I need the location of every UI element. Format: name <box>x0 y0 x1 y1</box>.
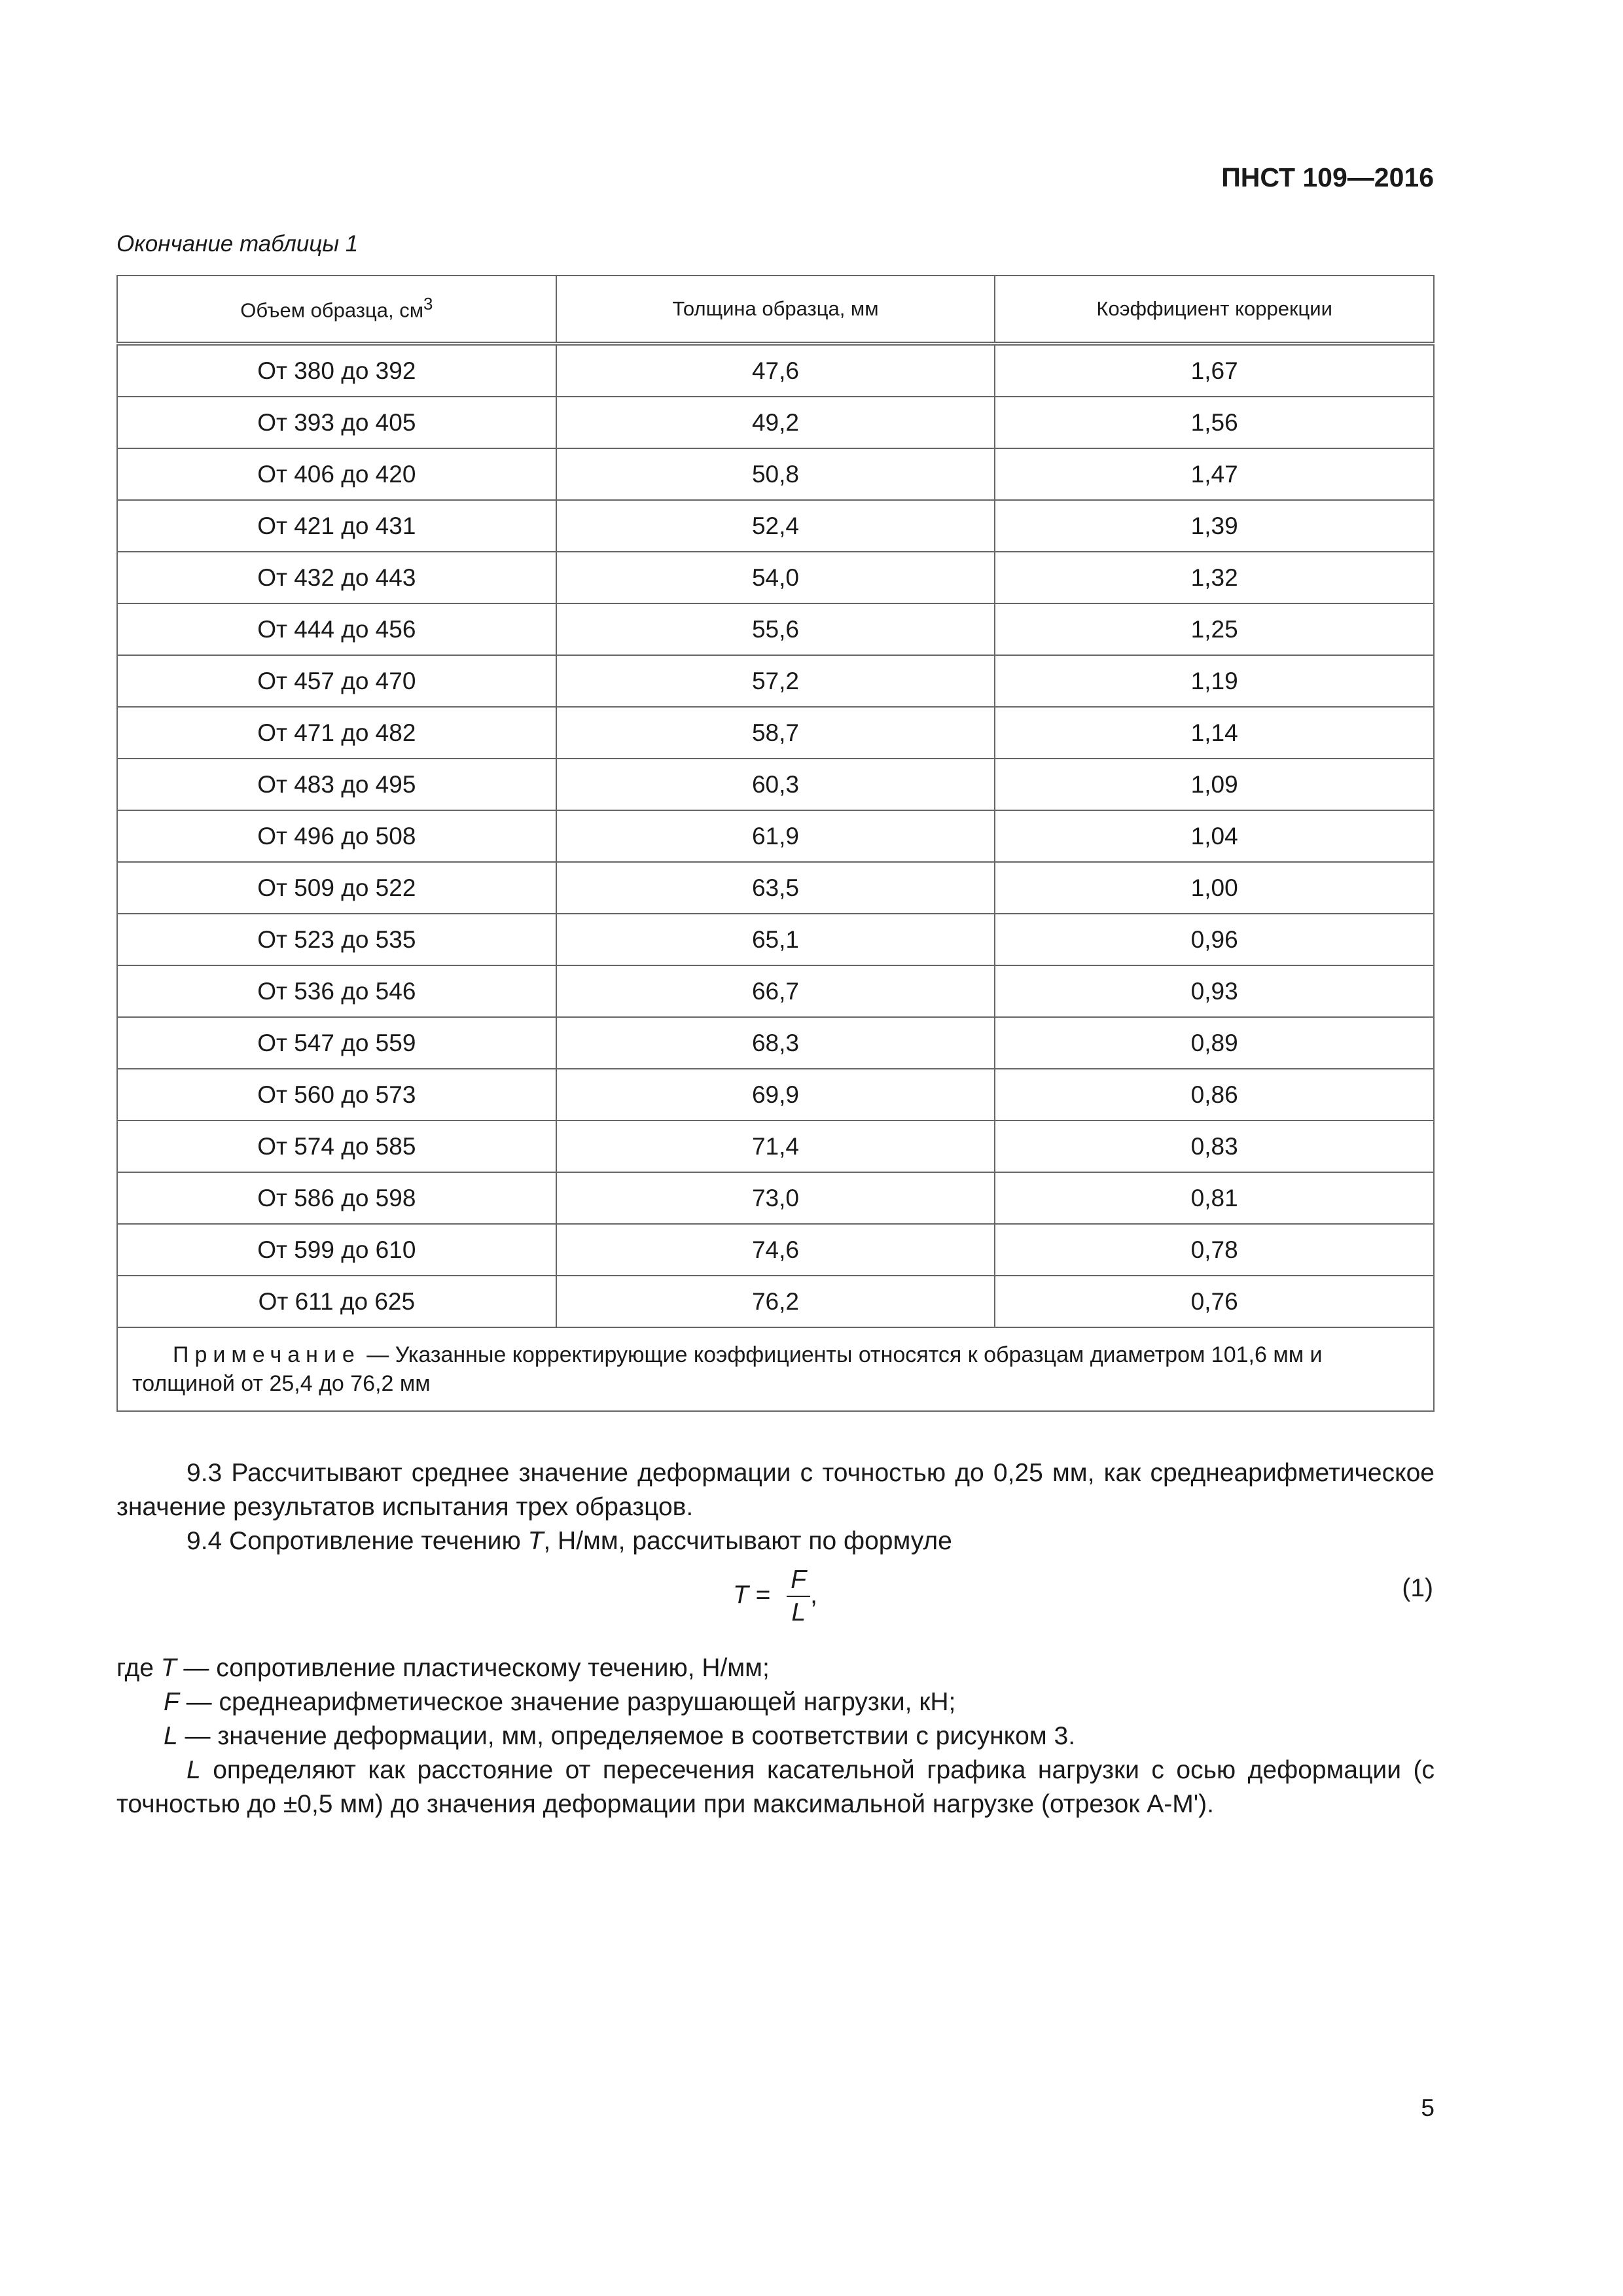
paragraph-9-4: 9.4 Сопротивление течению T, Н/мм, рассчитывают по формуле <box>187 1527 952 1555</box>
table-row <box>117 500 1434 552</box>
document-code: ПНСТ 109—2016 <box>1221 162 1434 192</box>
table-row <box>117 914 1434 965</box>
cell-coefficient: 0,83 <box>995 1121 1434 1172</box>
cell-coefficient: 1,14 <box>995 707 1434 759</box>
data-table <box>116 275 1435 1412</box>
cell-coefficient: 0,76 <box>995 1276 1434 1327</box>
table-row <box>117 862 1434 914</box>
cell-thickness: 74,6 <box>556 1224 995 1276</box>
cell-coefficient: 0,78 <box>995 1224 1434 1276</box>
cell-volume: От 444 до 456 <box>117 603 556 655</box>
cell-coefficient: 1,67 <box>995 344 1434 397</box>
cell-volume: От 599 до 610 <box>117 1224 556 1276</box>
cell-volume: От 483 до 495 <box>117 759 556 810</box>
cell-coefficient: 0,81 <box>995 1172 1434 1224</box>
table-caption: Окончание таблицы 1 <box>116 231 359 257</box>
cell-coefficient: 0,89 <box>995 1017 1434 1069</box>
cell-volume: От 586 до 598 <box>117 1172 556 1224</box>
cell-thickness: 69,9 <box>556 1069 995 1121</box>
cell-coefficient: 0,86 <box>995 1069 1434 1121</box>
column-header-volume: Объем образца, $см^3$ <box>117 276 556 344</box>
table-row <box>117 448 1434 500</box>
table-row <box>117 1121 1434 1172</box>
cell-volume: От 523 до 535 <box>117 914 556 965</box>
table-row <box>117 655 1434 707</box>
cell-thickness: 60,3 <box>556 759 995 810</box>
table-row <box>117 1276 1434 1327</box>
cell-coefficient: 1,39 <box>995 500 1434 552</box>
cell-coefficient: 1,09 <box>995 759 1434 810</box>
table-header-row <box>117 276 1434 344</box>
cell-thickness: 66,7 <box>556 965 995 1017</box>
table-row <box>117 707 1434 759</box>
cell-volume: От 380 до 392 <box>117 344 556 397</box>
note-label: Примечание <box>173 1342 361 1367</box>
column-header-thickness: Толщина образца, мм <box>556 276 995 344</box>
table-row <box>117 810 1434 862</box>
cell-coefficient: 1,00 <box>995 862 1434 914</box>
page-number: 5 <box>1421 2094 1435 2121</box>
formula: T = $\frac{F}{L}$ , <box>733 1564 817 1628</box>
column-header-coefficient: Коэффициент коррекции <box>995 276 1434 344</box>
cell-thickness: 47,6 <box>556 344 995 397</box>
cell-volume: От 406 до 420 <box>117 448 556 500</box>
formula-number: (1) <box>1402 1574 1433 1602</box>
table-row <box>117 759 1434 810</box>
cell-volume: От 574 до 585 <box>117 1121 556 1172</box>
cell-volume: От 547 до 559 <box>117 1017 556 1069</box>
cell-volume: От 611 до 625 <box>117 1276 556 1327</box>
cell-thickness: 63,5 <box>556 862 995 914</box>
cell-coefficient: 0,93 <box>995 965 1434 1017</box>
cell-thickness: 49,2 <box>556 397 995 448</box>
cell-volume: От 421 до 431 <box>117 500 556 552</box>
cell-volume: От 560 до 573 <box>117 1069 556 1121</box>
cell-coefficient: 1,56 <box>995 397 1434 448</box>
cell-coefficient: 1,25 <box>995 603 1434 655</box>
cell-thickness: 54,0 <box>556 552 995 603</box>
cell-thickness: 68,3 <box>556 1017 995 1069</box>
cell-volume: От 393 до 405 <box>117 397 556 448</box>
cell-coefficient: 0,96 <box>995 914 1434 965</box>
paragraph-9-3: 9.3 Рассчитывают среднее значение деформации с точностью до 0,25 мм, как среднеарифметическое значение результатов испытания трех образцов. <box>116 1459 1435 1521</box>
cell-thickness: 71,4 <box>556 1121 995 1172</box>
table-row <box>117 965 1434 1017</box>
table-row <box>117 1172 1434 1224</box>
cell-volume: От 457 до 470 <box>117 655 556 707</box>
cell-thickness: 73,0 <box>556 1172 995 1224</box>
table-row <box>117 1069 1434 1121</box>
cell-thickness: 57,2 <box>556 655 995 707</box>
table-row <box>117 552 1434 603</box>
table-row <box>117 1017 1434 1069</box>
table-row <box>117 397 1434 448</box>
definition-L: L — значение деформации, мм, определяемое в соответствии с рисунком 3. <box>164 1722 1076 1750</box>
cell-volume: От 536 до 546 <box>117 965 556 1017</box>
table-row <box>117 1224 1434 1276</box>
cell-coefficient: 1,04 <box>995 810 1434 862</box>
cell-volume: От 432 до 443 <box>117 552 556 603</box>
cell-thickness: 52,4 <box>556 500 995 552</box>
definition-T: где T — сопротивление пластическому течению, Н/мм; <box>116 1654 770 1682</box>
note-text: — Указанные корректирующие коэффициенты относятся к образцам диаметром 101,6 мм и толщиной от 25,4 до 76,2 мм <box>132 1342 1323 1396</box>
cell-volume: От 509 до 522 <box>117 862 556 914</box>
table-row <box>117 344 1434 397</box>
table-note <box>117 1327 1434 1411</box>
cell-thickness: 65,1 <box>556 914 995 965</box>
cell-volume: От 471 до 482 <box>117 707 556 759</box>
cell-coefficient: 1,32 <box>995 552 1434 603</box>
paragraph-L-definition: L определяют как расстояние от пересечения касательной графика нагрузки с осью деформации (с точностью до ±0,5 мм) до значения деформации при максимальной нагрузке (отрезок А-М'). <box>116 1756 1435 1818</box>
cell-thickness: 55,6 <box>556 603 995 655</box>
formula-fraction: $\frac{F}{L}$ <box>787 1564 810 1628</box>
cell-thickness: 76,2 <box>556 1276 995 1327</box>
cell-thickness: 58,7 <box>556 707 995 759</box>
cell-thickness: 61,9 <box>556 810 995 862</box>
table-row <box>117 603 1434 655</box>
cell-coefficient: 1,47 <box>995 448 1434 500</box>
cell-thickness: 50,8 <box>556 448 995 500</box>
cell-volume: От 496 до 508 <box>117 810 556 862</box>
table-note-row <box>117 1327 1434 1411</box>
definition-F: F — среднеарифметическое значение разрушающей нагрузки, кН; <box>164 1688 956 1716</box>
cell-coefficient: 1,19 <box>995 655 1434 707</box>
